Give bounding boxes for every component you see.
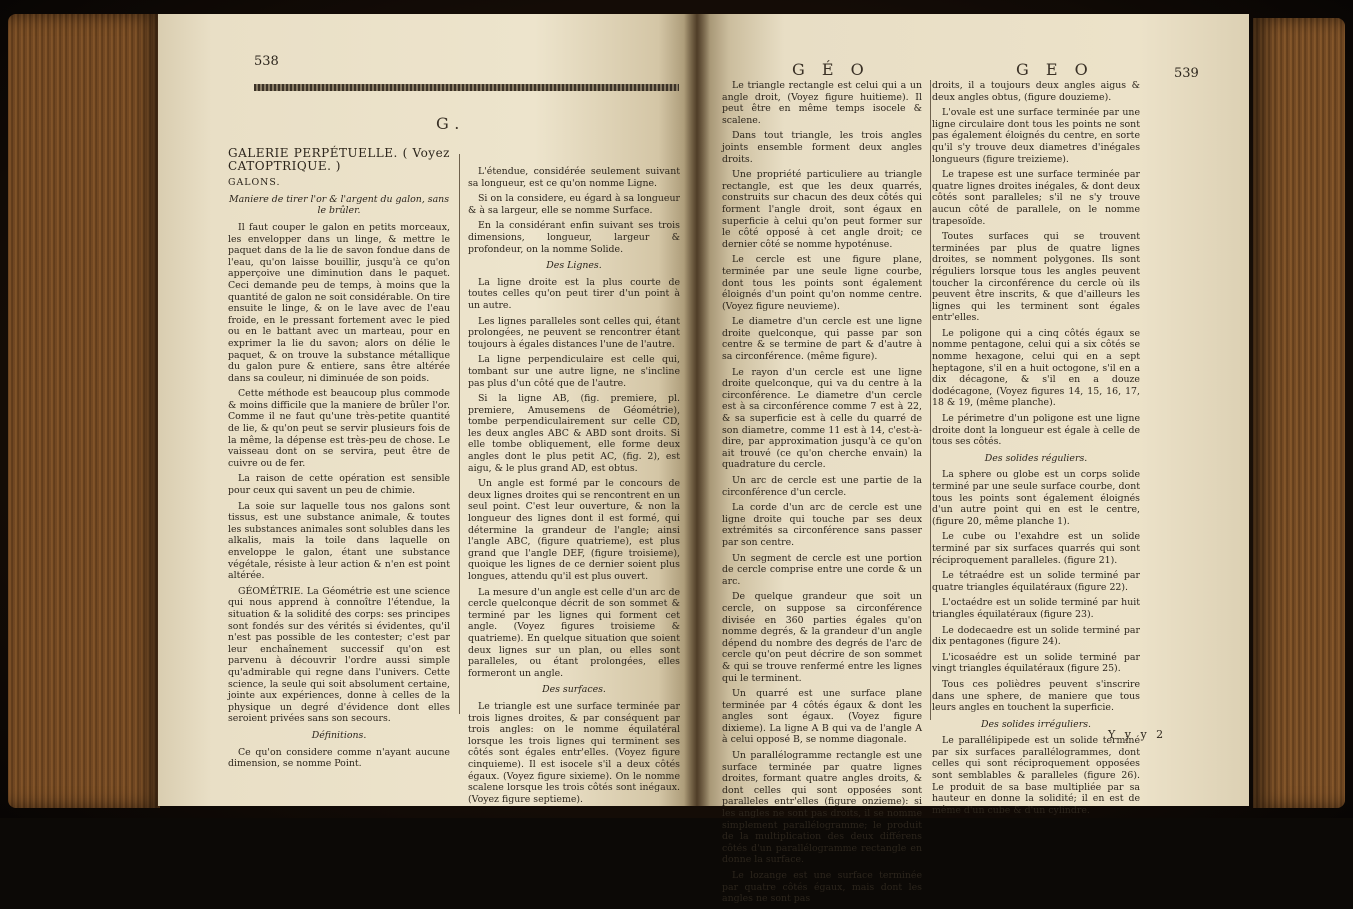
paragraph: La mesure d'un angle est celle d'un arc de cercle quelconque décrit de son sommet & terminé par les lignes qui forment cet angle. (Voyez figures troisieme & quatrieme). En quelque situation que soient deux lignes sur un plan, ou elles sont paralleles, ou étant prolongées, elles formeront un angle. xyxy=(468,586,680,679)
right-column-2 xyxy=(932,80,1140,820)
paragraph: Le lozange est une surface terminée par quatre côtés égaux, mais dont les angles ne sont pas xyxy=(722,870,922,905)
paragraph: En la considérant enfin suivant ses trois dimensions, longueur, largeur & profondeur, on la nomme Solide. xyxy=(468,220,680,255)
paragraph: La ligne droite est la plus courte de toutes celles qu'on peut tirer d'un point à un autre. xyxy=(468,276,680,311)
paragraph: Le rayon d'un cercle est une ligne droite quelconque, qui va du centre à la circonférence. Le diametre d'un cercle est à sa circonférence comme 7 est à 22, & sa superficie est à celle du quarré de son diametre, comme 11 est à 14, c'est-à-dire, par approximation jusqu'à ce qu'on ait trouvé (ce qu'on cherche envain) la quadrature du cercle. xyxy=(722,366,922,471)
paragraph: L'étendue, considérée seulement suivant sa longueur, est ce qu'on nomme Ligne. xyxy=(468,166,680,189)
paragraph: Le triangle rectangle est celui qui a un angle droit, (Voyez figure huitieme). Il peut être en même temps isocele & scalene. xyxy=(722,80,922,126)
definitions-heading: Définitions. xyxy=(311,729,367,741)
paragraph: Les lignes paralleles sont celles qui, étant prolongées, ne peuvent se rencontrer étant toujours à égales distances l'une de l'autre. xyxy=(468,315,680,350)
galons-subtitle: Maniere de tirer l'or & l'argent du galon, sans le brûler. xyxy=(228,193,450,217)
section-letter: G. xyxy=(436,114,466,133)
right-page-edges xyxy=(1253,18,1345,808)
paragraph: GÉOMÉTRIE. La Géométrie est une science qui nous apprend à connoître l'étendue, la situation & la solidité des corps: ses principes sont fondés sur des vérités si évidentes, qu'il n'est pas possible de les contester; c'est par leur enchaînement successif qu'on est parvenu à découvrir l'ordre aussi simple qu'admirable qui regne dans l'univers. Cette science, la seule qui soit absolument certaine, jointe aux expériences, donne à celles de la physique un degré d'évidence dont elles seroient privées sans son secours. xyxy=(228,585,450,725)
paragraph: De quelque grandeur que soit un cercle, on suppose sa circonférence divisée en 360 parties égales qu'on nomme degrés, & la grandeur d'un angle dépend du nombre des degrés de l'arc de cercle qu'on peut décrire de son sommet & qui se trouve renfermé entre les lignes qui le terminent. xyxy=(722,591,922,684)
paragraph: La soie sur laquelle tous nos galons sont tissus, est une substance animale, & toutes les substances animales sont solubles dans les alkalis, mais la toile dans laquelle on enveloppe le galon, étant une substance végétale, résiste à leur action & n'en est point altérée. xyxy=(228,500,450,582)
running-head-right: G E O xyxy=(1016,60,1094,79)
paragraph: L'ovale est une surface terminée par une ligne circulaire dont tous les points ne sont pas également éloignés du centre, en sorte qu'il s'y trouve deux diametres d'inégales longueurs (figure treizieme). xyxy=(932,107,1140,165)
paragraph: Le périmetre d'un poligone est une ligne droite dont la longueur est égale à celle de tous ses côtés. xyxy=(932,413,1140,448)
paragraph: Cette méthode est beaucoup plus commode & moins difficile que la maniere de brûler l'or. Comme il ne faut qu'une très-petite quantité de lie, & qu'on peut se servir plusieurs fois de la même, la dépense est très-peu de chose. Le vaisseau dont on se servira, peut être de cuivre ou de fer. xyxy=(228,388,450,469)
paragraph: Le poligone qui a cinq côtés égaux se nomme pentagone, celui qui a six côtés se nomme hexagone, celui qui en a sept heptagone, s'il en a huit octogone, s'il en a dix décagone, & s'il en a douze dodécagone, (Voyez figures 14, 15, 16, 17, 18 & 19, (même planche). xyxy=(932,327,1140,409)
paragraph: Un angle est formé par le concours de deux lignes droites qui se rencontrent en un seul point. C'est leur ouverture, & non la longueur des lignes dont il est formé, qui détermine la grandeur de l'angle; ainsi l'angle ABC, (figure quatrieme), est plus grand que l'angle DEF, (figure troisieme), quoique les lignes de ce dernier soient plus longues, attendu qu'il est plus ouvert. xyxy=(468,478,680,582)
paragraph: Le diametre d'un cercle est une ligne droite quelconque, qui passe par son centre & se termine de part & d'autre à sa circonférence. (même figure). xyxy=(722,316,922,363)
paragraph: Ce qu'on considere comme n'ayant aucune dimension, se nomme Point. xyxy=(228,746,450,770)
book-gutter xyxy=(684,14,710,806)
right-page xyxy=(696,14,1249,905)
right-column-divider xyxy=(930,80,931,720)
right-folio: 539 xyxy=(1174,66,1199,81)
left-column-2 xyxy=(468,166,680,809)
galons-heading: GALONS. xyxy=(228,177,281,189)
left-header-rule xyxy=(254,84,679,91)
left-page-edges xyxy=(8,14,160,808)
irreguliers-heading: Des solides irréguliers. xyxy=(980,718,1091,730)
paragraph: Le dodecaedre est un solide terminé par dix pentagones (figure 24). xyxy=(932,624,1140,648)
paragraph: Le parallélipipede est un solide terminé par six surfaces parallélogrammes, dont celles qui sont réciproquement opposées sont semblables & paralleles (figure 26). Le produit de sa base multipliée par sa hauteur en donne la solidité; il en est de même d'un cube & d'un cylindre. xyxy=(932,735,1140,816)
paragraph: Le cube ou l'exahdre est un solide terminé par six surfaces quarrés qui sont réciproquement paralleles. (figure 21). xyxy=(932,531,1140,566)
surfaces-heading: Des surfaces. xyxy=(542,684,606,696)
paragraph: Le tétraédre est un solide terminé par quatre triangles équilatéraux (figure 22). xyxy=(932,570,1140,593)
left-page xyxy=(158,14,696,806)
paragraph: Le cercle est une figure plane, terminée par une seule ligne courbe, dont tous les points sont également éloignés d'un point qu'on nomme centre. (Voyez figure neuvieme). xyxy=(722,254,922,312)
paragraph: Un quarré est une surface plane terminée par 4 côtés égaux & dont les angles sont égaux. (Voyez figure dixieme). La ligne A B qui va de l'angle A à celui opposé B, se nomme diagonale. xyxy=(722,688,922,746)
paragraph: La ligne perpendiculaire est celle qui, tombant sur une autre ligne, ne s'incline pas plus d'un côté que de l'autre. xyxy=(468,354,680,389)
entry-heading: GALERIE PERPÉTUELLE. ( Voyez CATOPTRIQUE. ) xyxy=(228,146,450,173)
paragraph: Si la ligne AB, (fig. premiere, pl. premiere, Amusemens de Géométrie), tombe perpendiculairement sur celle CD, les deux angles ABC & ABD sont droits. Si elle tombe obliquement, elle forme deux angles dont le plus petit AC, (fig. 2), est aigu, & le plus grand AD, est obtus. xyxy=(468,393,680,474)
paragraph: Le triangle est une surface terminée par trois lignes droites, & par conséquent par trois angles: on le nomme équilatéral lorsque les trois lignes qui terminent ses côtés sont égales entr'elles. (Voyez figure cinquieme). Il est isocele s'il a deux côtés égaux. (Voyez figure sixieme). On le nomme scalene lorsque les trois côtés sont inégaux. (Voyez figure septieme). xyxy=(468,700,680,805)
running-head-left: G É O xyxy=(792,60,870,79)
paragraph: Un parallélogramme rectangle est une surface terminée par quatre lignes droites, formant quatre angles droits, & dont celles qui sont opposées sont paralleles entr'elles (figure onzieme): si les angles ne sont pas droits, il se nomme simplement parallélogramme; le produit de la multiplication des deux différens côtés d'un parallélogramme rectangle en donne la surface. xyxy=(722,750,922,866)
paragraph: Une propriété particuliere au triangle rectangle, est que les deux quarrés, construits sur chacun des deux côtés qui forment l'angle droit, sont égaux en superficie à celui qu'on peut former sur le côté opposé à cet angle droit; ce dernier côté se nomme hypoténuse. xyxy=(722,169,922,250)
lignes-heading: Des Lignes. xyxy=(546,260,602,272)
left-column-1 xyxy=(228,148,450,774)
paragraph: L'octaédre est un solide terminé par huit triangles équilatéraux (figure 23). xyxy=(932,597,1140,620)
paragraph: Tous ces polièdres peuvent s'inscrire dans une sphere, de maniere que tous leurs angles en touchent la superficie. xyxy=(932,678,1140,714)
paragraph: Si on la considere, eu égard à sa longueur & à sa largeur, elle se nomme Surface. xyxy=(468,193,680,216)
signature-mark: Y y y 2 xyxy=(1108,728,1167,741)
right-column-1 xyxy=(722,80,922,909)
solides-heading: Des solides réguliers. xyxy=(984,452,1088,464)
paragraph: L'icosaédre est un solide terminé par vingt triangles équilatéraux (figure 25). xyxy=(932,651,1140,675)
left-column-divider xyxy=(459,154,460,714)
paragraph: La sphere ou globe est un corps solide terminé par une seule surface courbe, dont tous les points sont également éloignés d'un autre point qui en est le centre, (figure 20, même planche 1). xyxy=(932,469,1140,527)
paragraph: Dans tout triangle, les trois angles joints ensemble forment deux angles droits. xyxy=(722,130,922,165)
paragraph: Il faut couper le galon en petits morceaux, les envelopper dans un linge, & mettre le paquet dans de la lie de savon fondue dans de l'eau, qu'on laisse bouillir, jusqu'à ce qu'on apperçoive une diminution dans le paquet. Ceci demande peu de temps, à moins que la quantité de galon ne soit considérable. On tire ensuite le linge, & on le lave avec de l'eau froide, en le pressant fortement avec le pied ou en le battant avec un marteau, pour en exprimer la lie du savon; alors on délie le paquet, & on trouve la substance métallique du galon pure & entiere, sans être altérée dans sa couleur, ni diminuée de son poids. xyxy=(228,221,450,384)
paragraph: droits, il a toujours deux angles aigus & deux angles obtus, (figure douzieme). xyxy=(932,80,1140,103)
paragraph: La corde d'un arc de cercle est une ligne droite qui touche par ses deux extrémités sa circonférence sans passer par son centre. xyxy=(722,502,922,548)
paragraph: Le trapese est une surface terminée par quatre lignes droites inégales, & dont deux côtés sont paralleles; s'il ne s'y trouve aucun côté de parallele, on le nomme trapesoïde. xyxy=(932,169,1140,227)
paragraph: Un segment de cercle est une portion de cercle comprise entre une corde & un arc. xyxy=(722,552,922,587)
paragraph: Toutes surfaces qui se trouvent terminées par plus de quatre lignes droites, se nomment polygones. Ils sont réguliers lorsque tous les angles peuvent toucher la circonférence du cercle où ils peuvent être inscrits, & que d'ailleurs les lignes qui les terminent sont égales entr'elles. xyxy=(932,231,1140,324)
paragraph: La raison de cette opération est sensible pour ceux qui savent un peu de chimie. xyxy=(228,473,450,497)
left-folio: 538 xyxy=(254,54,279,69)
paragraph: Un arc de cercle est une partie de la circonférence d'un cercle. xyxy=(722,475,922,498)
